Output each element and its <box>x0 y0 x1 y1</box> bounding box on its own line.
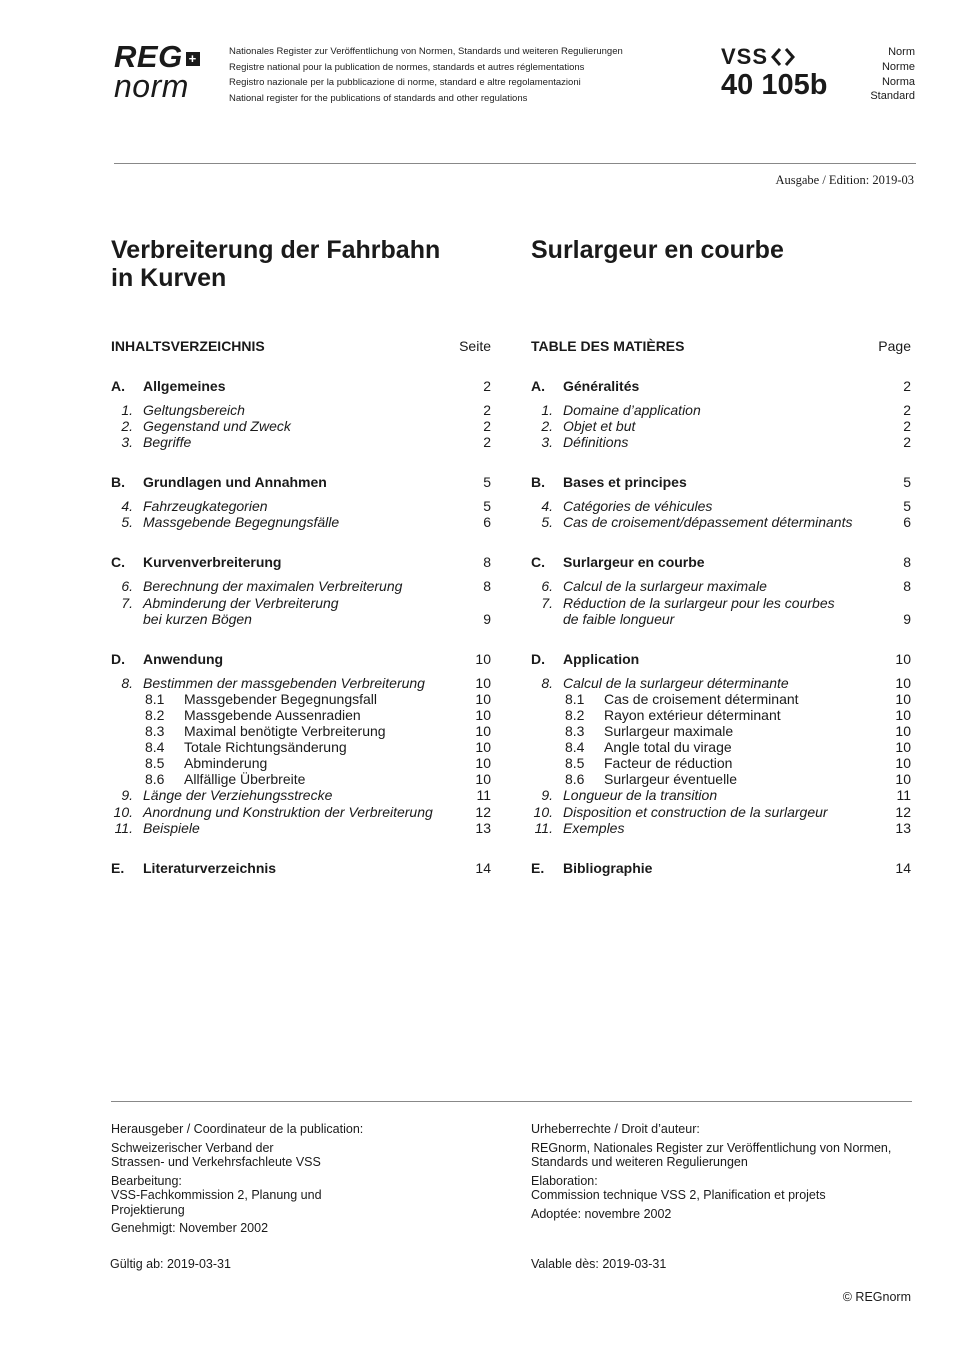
item-page: 8 <box>483 578 491 595</box>
toc-item[interactable] <box>111 595 491 611</box>
vss-logo <box>721 44 827 100</box>
toc-item[interactable] <box>111 418 491 434</box>
norm-label: Norm <box>888 46 915 58</box>
item-title: Calcul de la surlargeur déterminante <box>563 674 789 691</box>
item-page: 5 <box>903 498 911 515</box>
footer-line: VSS-Fachkommission 2, Planung und <box>111 1188 322 1202</box>
section-page: 14 <box>475 859 491 876</box>
footer-block <box>111 1174 363 1218</box>
item-page: 13 <box>895 819 911 836</box>
section-page: 8 <box>483 554 491 571</box>
section-letter: E. <box>111 859 125 876</box>
footer-line: Projektierung <box>111 1202 185 1217</box>
toc-section[interactable] <box>531 474 911 490</box>
toc-item[interactable] <box>531 418 911 434</box>
item-number: 10. <box>533 803 553 820</box>
toc-item[interactable] <box>111 611 491 627</box>
toc-spacer <box>531 667 911 675</box>
item-title: Anordnung und Konstruktion der Verbreiterung <box>143 803 433 820</box>
toc-spacer <box>531 530 911 554</box>
toc-item[interactable] <box>111 804 491 820</box>
toc-header <box>531 338 911 354</box>
section-letter: A. <box>531 378 545 394</box>
footer-block <box>111 1122 363 1137</box>
item-title: Abminderung der Verbreiterung <box>143 594 339 611</box>
toc-spacer <box>111 530 491 554</box>
item-page: 11 <box>896 787 911 804</box>
item-number: 10. <box>113 803 133 820</box>
item-page: 9 <box>903 610 911 627</box>
toc-item[interactable] <box>111 498 491 514</box>
item-title: Objet et but <box>563 418 636 435</box>
toc-section[interactable] <box>531 378 911 394</box>
footer-line: Standards und weiteren Regulierungen <box>531 1155 748 1169</box>
subitem-page: 10 <box>895 755 911 772</box>
footer-block <box>531 1122 891 1137</box>
item-title: Réduction de la surlargeur pour les courbes <box>563 594 835 611</box>
item-page: 9 <box>483 610 491 627</box>
logo-reg-text: REG <box>114 39 183 74</box>
item-number: 3. <box>121 434 133 451</box>
item-number: 7. <box>121 594 133 611</box>
toc-section[interactable] <box>111 474 491 490</box>
edition-label: Ausgabe / Edition: 2019-03 <box>775 173 914 187</box>
item-title: Massgebende Begegnungsfälle <box>143 514 340 531</box>
item-number: 4. <box>121 498 133 515</box>
item-page: 2 <box>483 402 491 418</box>
toc-item[interactable] <box>111 578 491 594</box>
footer-block <box>111 1141 363 1170</box>
section-page: 14 <box>895 859 911 876</box>
toc-spacer <box>531 450 911 474</box>
footer-line: Bearbeitung: <box>111 1173 182 1188</box>
subitem-page: 10 <box>895 739 911 756</box>
header-divider <box>114 163 916 164</box>
toc-section[interactable] <box>531 554 911 570</box>
item-title: bei kurzen Bögen <box>143 610 252 627</box>
item-number: 5. <box>541 514 553 531</box>
item-number: 3. <box>541 434 553 451</box>
item-title: de faible longueur <box>563 610 675 627</box>
toc-item[interactable] <box>531 804 911 820</box>
toc-section[interactable] <box>111 860 491 876</box>
title-de-line: in Kurven <box>111 264 227 292</box>
item-number: 1. <box>121 402 133 418</box>
section-letter: E. <box>531 859 545 876</box>
toc-subitem[interactable] <box>531 739 911 755</box>
section-title: Bases et principes <box>563 474 687 491</box>
toc-spacer <box>111 570 491 578</box>
item-page: 2 <box>483 434 491 451</box>
item-title: Geltungsbereich <box>143 402 245 418</box>
item-title: Définitions <box>563 434 629 451</box>
logo-norm-text: norm <box>114 68 189 104</box>
item-number: 6. <box>541 578 553 595</box>
item-page: 12 <box>475 803 491 820</box>
subitem-number: 8.1 <box>565 690 585 707</box>
item-page: 2 <box>903 402 911 418</box>
section-letter: B. <box>531 474 545 491</box>
subitem-title: Rayon extérieur déterminant <box>604 706 781 723</box>
toc-spacer <box>531 490 911 498</box>
toc-subitem[interactable] <box>111 755 491 771</box>
toc-spacer <box>111 450 491 474</box>
subitem-number: 8.6 <box>565 771 585 788</box>
subitem-page: 10 <box>475 723 491 740</box>
section-letter: C. <box>531 554 545 571</box>
toc-subitem[interactable] <box>531 723 911 739</box>
subitem-page: 10 <box>895 771 911 788</box>
footer-divider <box>111 1101 912 1102</box>
subitem-title: Surlargeur éventuelle <box>604 771 738 788</box>
register-line: Registro nazionale per la pubblicazione di norme, standard e altre regolamentazioni <box>229 77 581 88</box>
item-page: 12 <box>895 803 911 820</box>
subitem-page: 10 <box>895 723 911 740</box>
item-title: Domaine d’application <box>563 402 701 418</box>
item-page: 2 <box>483 418 491 435</box>
section-title: Kurvenverbreiterung <box>143 554 282 571</box>
subitem-number: 8.5 <box>145 755 165 772</box>
item-page: 10 <box>475 674 491 691</box>
section-title: Généralités <box>563 378 640 394</box>
toc-spacer <box>111 667 491 675</box>
toc-subitem[interactable] <box>111 771 491 787</box>
item-page: 6 <box>483 514 491 531</box>
valid-from-de: Gültig ab: 2019-03-31 <box>110 1257 231 1271</box>
section-letter: B. <box>111 474 125 491</box>
subitem-title: Cas de croisement déterminant <box>604 690 799 707</box>
item-page: 2 <box>903 434 911 451</box>
item-page: 8 <box>903 578 911 595</box>
toc-item[interactable] <box>531 402 911 418</box>
item-page <box>461 595 491 611</box>
toc-heading: TABLE DES MATIÈRES <box>531 338 685 354</box>
title-de-line: Verbreiterung der Fahrbahn <box>111 236 441 264</box>
subitem-page: 10 <box>475 706 491 723</box>
section-title: Anwendung <box>143 650 224 667</box>
subitem-title: Angle total du virage <box>604 739 732 756</box>
item-page: 5 <box>483 498 491 515</box>
toc-item[interactable] <box>111 675 491 691</box>
item-title: Bestimmen der massgebenden Verbreiterung <box>143 674 425 691</box>
toc-german <box>111 338 491 876</box>
toc-subitem[interactable] <box>531 691 911 707</box>
section-page: 10 <box>895 650 911 667</box>
item-title: Cas de croisement/dépassement déterminants <box>563 514 853 531</box>
item-title: Fahrzeugkategorien <box>143 498 268 515</box>
subitem-page: 10 <box>475 739 491 756</box>
section-title: Application <box>563 650 640 667</box>
subitem-title: Totale Richtungsänderung <box>184 739 347 756</box>
subitem-title: Massgebender Begegnungsfall <box>184 690 378 707</box>
item-number: 4. <box>541 498 553 515</box>
subitem-number: 8.4 <box>565 739 585 756</box>
subitem-number: 8.3 <box>565 723 585 740</box>
norm-label: Standard <box>870 90 915 103</box>
item-title: Berechnung der maximalen Verbreiterung <box>143 578 403 595</box>
register-line: National register for the publications of standards and other regulations <box>229 92 528 104</box>
subitem-title: Massgebende Aussenradien <box>184 706 361 723</box>
toc-section[interactable] <box>531 860 911 876</box>
item-number: 2. <box>121 418 133 435</box>
section-title: Grundlagen und Annahmen <box>143 474 327 491</box>
section-page: 2 <box>483 378 491 394</box>
toc-item[interactable] <box>531 595 911 611</box>
item-number <box>111 611 143 627</box>
toc-header <box>111 338 491 354</box>
item-number: 7. <box>541 594 553 611</box>
subitem-number: 8.1 <box>145 690 165 707</box>
norm-type-labels <box>870 45 915 104</box>
subitem-title: Allfällige Überbreite <box>184 771 306 788</box>
regnorm-logo <box>114 39 200 104</box>
toc-heading: INHALTSVERZEICHNIS <box>111 338 265 354</box>
toc-spacer <box>531 836 911 860</box>
toc-subitem[interactable] <box>111 723 491 739</box>
title-de <box>111 236 440 292</box>
subitem-page: 10 <box>895 706 911 723</box>
section-page: 2 <box>903 378 911 394</box>
footer-block <box>531 1141 891 1170</box>
toc-item[interactable] <box>531 498 911 514</box>
subitem-number: 8.2 <box>145 706 165 723</box>
norm-label: Norme <box>881 60 915 73</box>
section-page: 8 <box>903 554 911 571</box>
item-title: Exemples <box>563 819 625 836</box>
item-page: 6 <box>903 514 911 531</box>
toc-spacer <box>531 394 911 402</box>
section-title: Literaturverzeichnis <box>143 859 277 876</box>
section-page: 5 <box>483 474 491 491</box>
toc-subitem[interactable] <box>531 771 911 787</box>
toc-spacer <box>111 354 491 378</box>
section-title: Allgemeines <box>143 378 226 394</box>
item-number: 5. <box>121 514 133 531</box>
toc-spacer <box>531 354 911 378</box>
toc-section[interactable] <box>111 554 491 570</box>
footer-line: Genehmigt: November 2002 <box>111 1221 269 1235</box>
toc-section[interactable] <box>111 378 491 394</box>
toc-item[interactable] <box>531 675 911 691</box>
toc-section[interactable] <box>111 651 491 667</box>
item-number: 1. <box>541 402 553 418</box>
toc-subitem[interactable] <box>531 707 911 723</box>
item-number: 9. <box>121 787 133 804</box>
vss-brand-text: VSS <box>721 44 769 69</box>
subitem-number: 8.2 <box>565 706 585 723</box>
toc-item[interactable] <box>531 434 911 450</box>
valid-from-fr: Valable dès: 2019-03-31 <box>531 1257 667 1271</box>
subitem-number: 8.3 <box>145 723 165 740</box>
register-description <box>229 44 623 106</box>
register-line: Nationales Register zur Veröffentlichung von Normen, Standards und weiteren Regulierungen <box>229 46 623 57</box>
toc-item[interactable] <box>111 820 491 836</box>
subitem-title: Abminderung <box>184 755 268 772</box>
section-letter: D. <box>531 650 545 667</box>
footer-line: Commission technique VSS 2, Planification et projets <box>531 1188 826 1202</box>
item-page: 13 <box>475 819 491 836</box>
toc-page-label: Seite <box>459 338 491 354</box>
subitem-title: Maximal benötigte Verbreiterung <box>184 723 386 740</box>
register-line: Registre national pour la publication de normes, standards et autres réglementations <box>229 61 585 73</box>
item-title: Catégories de véhicules <box>563 498 713 515</box>
item-number: 8. <box>541 674 553 691</box>
item-page: 10 <box>895 674 911 691</box>
toc-item[interactable] <box>111 434 491 450</box>
item-title: Beispiele <box>143 819 200 836</box>
footer-line: Herausgeber / Coordinateur de la publication: <box>111 1122 364 1136</box>
footer-left <box>111 1122 363 1240</box>
item-title: Longueur de la transition <box>563 787 718 804</box>
toc-section[interactable] <box>531 651 911 667</box>
footer-block <box>531 1207 891 1222</box>
item-number: 8. <box>121 674 133 691</box>
footer-block <box>531 1174 891 1203</box>
item-title: Calcul de la surlargeur maximale <box>563 578 767 595</box>
title-fr-line: Surlargeur en courbe <box>531 236 784 264</box>
section-page: 5 <box>903 474 911 491</box>
toc-spacer <box>111 490 491 498</box>
item-page: 2 <box>903 418 911 435</box>
section-letter: A. <box>111 378 125 394</box>
item-number: 6. <box>121 578 133 595</box>
toc-spacer <box>111 394 491 402</box>
toc-spacer <box>111 627 491 651</box>
toc-item[interactable] <box>531 578 911 594</box>
title-fr <box>531 236 784 264</box>
footer-right <box>531 1122 891 1225</box>
subitem-page: 10 <box>475 755 491 772</box>
toc-subitem[interactable] <box>111 707 491 723</box>
item-number: 11. <box>534 819 553 836</box>
footer-line: REGnorm, Nationales Register zur Veröffentlichung von Normen, <box>531 1140 892 1155</box>
subitem-page: 10 <box>475 771 491 788</box>
footer-line: Urheberrechte / Droit d’auteur: <box>531 1122 700 1136</box>
toc-item[interactable] <box>111 402 491 418</box>
toc-spacer <box>531 627 911 651</box>
toc-spacer <box>111 836 491 860</box>
item-title: Gegenstand und Zweck <box>143 418 291 435</box>
footer-line: Adoptée: novembre 2002 <box>531 1206 672 1221</box>
footer-line: Schweizerischer Verband der <box>111 1140 274 1155</box>
section-letter: D. <box>111 650 125 667</box>
norm-number: 40 105b <box>721 69 828 101</box>
subitem-number: 8.4 <box>145 739 165 756</box>
toc-item[interactable] <box>531 514 911 530</box>
toc-subitem[interactable] <box>111 739 491 755</box>
subitem-number: 8.5 <box>565 755 585 772</box>
swiss-cross-icon: + <box>186 52 200 66</box>
item-page <box>881 595 911 611</box>
section-title: Surlargeur en courbe <box>563 554 705 571</box>
section-page: 10 <box>475 650 491 667</box>
subitem-title: Facteur de réduction <box>604 755 733 772</box>
item-title: Länge der Verziehungsstrecke <box>143 787 333 804</box>
toc-item[interactable] <box>531 820 911 836</box>
item-number: 11. <box>114 819 133 836</box>
vss-arrows-icon <box>771 47 797 67</box>
item-page: 11 <box>476 787 491 804</box>
norm-label: Norma <box>881 75 915 88</box>
subitem-number: 8.6 <box>145 771 165 788</box>
toc-item[interactable] <box>111 514 491 530</box>
toc-item[interactable] <box>111 787 491 803</box>
section-letter: C. <box>111 554 125 571</box>
item-number: 2. <box>541 418 553 435</box>
footer-block <box>111 1221 363 1236</box>
footer-line: Strassen- und Verkehrsfachleute VSS <box>111 1155 321 1169</box>
item-title: Disposition et construction de la surlargeur <box>563 803 828 820</box>
toc-subitem[interactable] <box>531 755 911 771</box>
toc-page-label: Page <box>878 338 911 354</box>
toc-spacer <box>531 570 911 578</box>
item-title: Begriffe <box>143 434 192 451</box>
subitem-title: Surlargeur maximale <box>604 723 734 740</box>
toc-item[interactable] <box>531 787 911 803</box>
item-number <box>531 611 563 627</box>
toc-french <box>531 338 911 876</box>
toc-subitem[interactable] <box>111 691 491 707</box>
subitem-page: 10 <box>895 690 911 707</box>
toc-item[interactable] <box>531 611 911 627</box>
footer-line: Elaboration: <box>531 1173 598 1188</box>
section-title: Bibliographie <box>563 859 653 876</box>
subitem-page: 10 <box>475 690 491 707</box>
copyright: © REGnorm <box>842 1290 911 1304</box>
item-number: 9. <box>541 787 553 804</box>
